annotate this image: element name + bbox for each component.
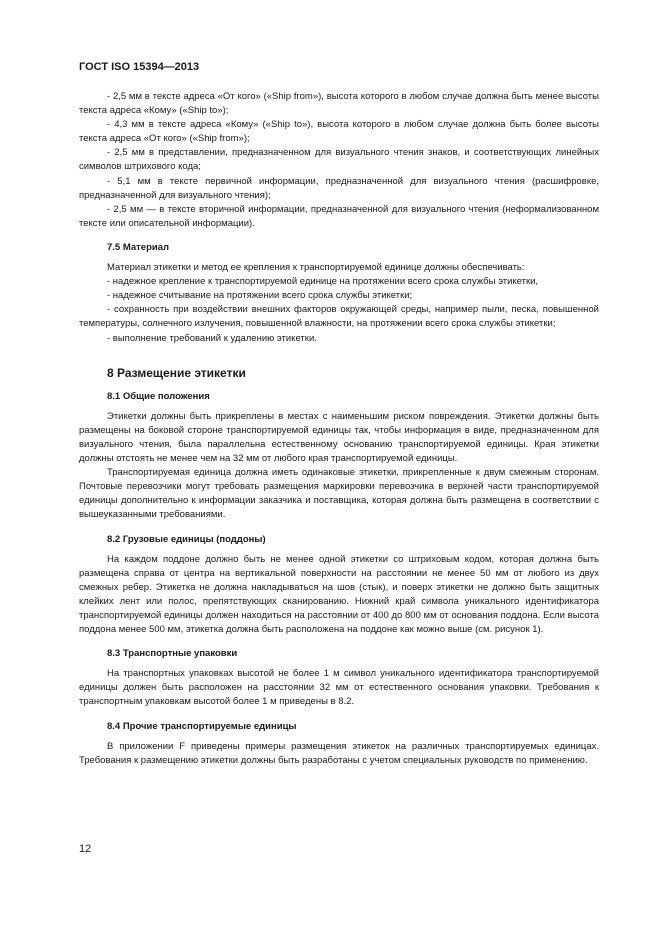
paragraph: Транспортируемая единица должна иметь одинаковые этикетки, прикрепленные к двум смежным сторонам. Почтовые перевозчики могут требовать размещения маркировки перевозчика в верхней части транспортируемой единицы дополнительно к информации заказчика и поставщика, которая должна быть размещена в соответствии с вышеуказанными требованиями.: [79, 467, 599, 521]
list-item: - 4,3 мм в тексте адреса «Кому» («Ship to»), высота которого в любом случае должна быть более высоты текста адреса «От кого» («Ship from»);: [79, 119, 599, 145]
section-heading-7-5: 7.5 Материал: [107, 241, 170, 253]
section-heading-8-3: 8.3 Транспортные упаковки: [107, 648, 238, 660]
paragraph: Материал этикетки и метод ее крепления к транспортируемой единице должны обеспечивать:: [107, 262, 525, 274]
paragraph: На каждом поддоне должно быть не менее одной этикетки со штриховым кодом, которая должна быть размещена справа от центра на вертикальной поверхности на расстоянии не менее 50 мм от любого из двух смежных ребер. Этикетка не должна накладываться на шов (стык), и поверх этикетки не должно быть защитных клейких лент или полос, препятствующих сканированию. Нижний край символа уникального идентификатора транспортируемой единицы должен находиться на расстоянии от 400 до 800 мм от основания поддона. Если высота поддона менее 500 мм, этикетка должна быть расположена на поддоне как можно выше (см. рисунок 1).: [79, 553, 599, 636]
list-item: - выполнение требований к удалению этикетки.: [107, 332, 317, 344]
chapter-heading-8: 8 Размещение этикетки: [107, 365, 246, 380]
paragraph: Этикетки должны быть прикреплены в местах с наименьшим риском повреждения. Этикетки должны быть размещены на боковой стороне транспортируемой единицы так, чтобы информация в виде, предназначенном для визуального чтения, была параллельна естественному основанию транспортируемой единицы. Края этикетки должны отстоять не менее чем на 32 мм от любого края транспортируемой единицы.: [79, 410, 599, 465]
list-item: - надежное считывание на протяжении всего срока службы этикетки;: [107, 290, 413, 302]
list-item: - 2,5 мм в тексте адреса «От кого» («Ship from»), высота которого в любом случае должна быть менее высоты текста адреса «Кому» («Ship to»);: [79, 91, 599, 117]
document-header: ГОСТ ISO 15394—2013: [79, 61, 200, 73]
section-heading-8-1: 8.1 Общие положения: [107, 390, 210, 402]
list-item: - сохранность при воздействии внешних факторов окружающей среды, например пыли, песка, повышенной температуры, солнечного излучения, повышенной влажности, на протяжении всего срока службы этикетки;: [79, 304, 599, 330]
paragraph: В приложении F приведены примеры размещения этикеток на различных транспортируемых единицах. Требования к размещению этикетки должны быть разработаны с учетом специальных руководств по применению.: [79, 740, 599, 766]
list-item: - 2,5 мм в представлении, предназначенном для визуального чтения знаков, и соответствующих линейных символов штрихового кода;: [79, 147, 599, 173]
list-item: - надежное крепление к транспортируемой единице на протяжении всего срока службы этикетки,: [107, 276, 539, 288]
section-heading-8-4: 8.4 Прочие транспортируемые единицы: [107, 720, 297, 732]
page-content: [79, 90, 599, 768]
list-item: - 2,5 мм — в тексте вторичной информации, предназначенной для визуального чтения (неформализованном тексте или описательной информации).: [79, 203, 599, 229]
section-heading-8-2: 8.2 Грузовые единицы (поддоны): [107, 533, 266, 545]
paragraph: На транспортных упаковках высотой не более 1 м символ уникального идентификатора транспортируемой единицы должен быть расположен на расстоянии 32 мм от естественного основания упаковки. Требования к транспортным упаковкам высотой более 1 м приведены в 8.2.: [79, 668, 599, 708]
page-number: 12: [79, 843, 92, 855]
list-item: - 5,1 мм в тексте первичной информации, предназначенной для визуального чтения (расшифровке, предназначенной для визуального чтения);: [79, 175, 599, 201]
